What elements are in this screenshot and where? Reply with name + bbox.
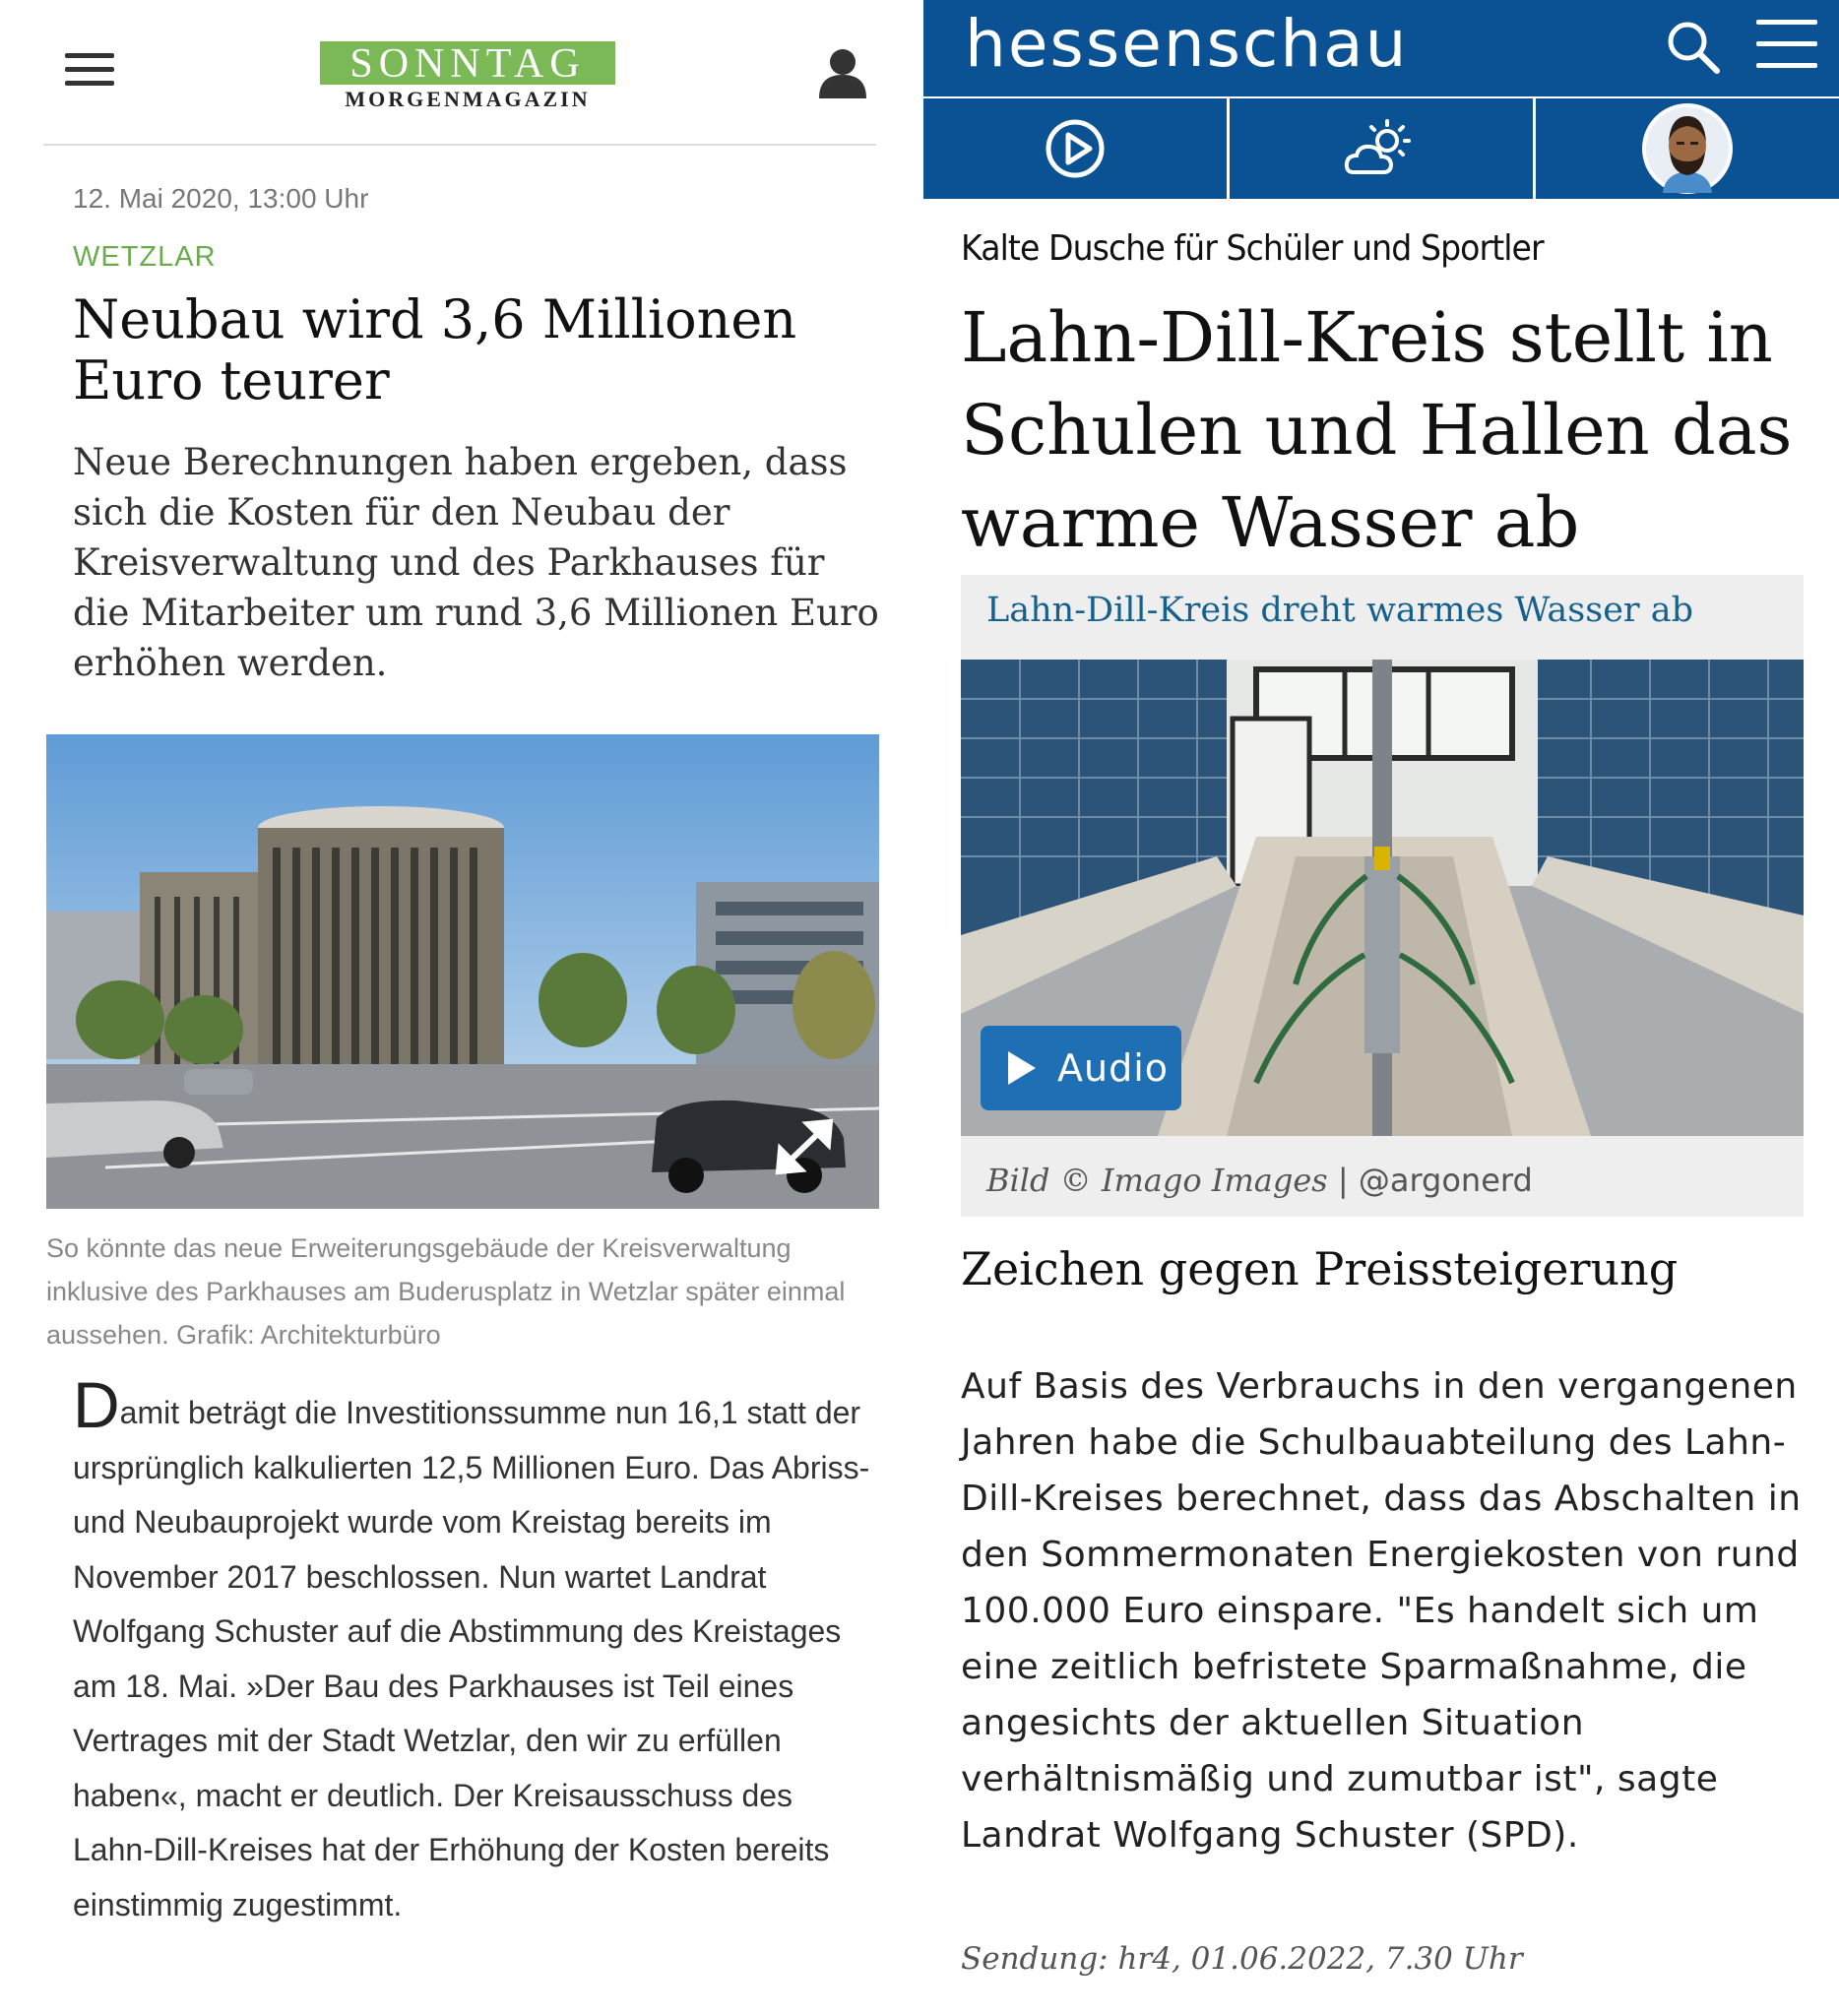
media-title[interactable]: Lahn-Dill-Kreis dreht warmes Wasser ab (986, 591, 1694, 630)
article-teaser: Neue Berechnungen haben ergeben, dass sich die Kosten für den Neubau der Kreisverwaltung und des Parkhauses für die Mitarbeiter um rund 3,6 Millionen Euro erhöhen werden. (73, 441, 879, 684)
site-logo[interactable] (320, 41, 615, 110)
article-subhead: Zeichen gegen Preissteigerung (961, 1242, 1679, 1295)
media-teaser (961, 575, 1804, 1217)
credit-handle: @argonerd (1358, 1162, 1533, 1199)
header-divider (43, 144, 876, 146)
credit-separator: | (1327, 1162, 1359, 1199)
audio-button[interactable] (981, 1026, 1181, 1110)
photo-caption: So könnte das neue Erweiterungsgebäude der Kreisverwaltung inklusive des Parkhauses am Buderusplatz in Wetzlar später einmal aussehen. Grafik: Architekturbüro (46, 1233, 846, 1350)
user-icon[interactable] (817, 47, 868, 100)
article-photo[interactable] (46, 734, 879, 1209)
drop-cap: D (73, 1368, 120, 1441)
nav-play[interactable] (923, 98, 1230, 199)
credit-text: Bild © Imago Images (986, 1162, 1328, 1199)
image-credit (986, 1162, 1533, 1199)
article-body-text: amit beträgt die Investitionssumme nun 16,1 statt der ursprünglich kalkulierten 12,5 Millionen Euro. Das Abriss- und Neubauprojekt wurde vom Kreistag bereits im November 2017 beschlossen. Nun wartet Landrat Wolfgang Schuster auf die Abstimmung des Kreistages am 18. Mai. »Der Bau des Parkhauses ist Teil eines Vertrages mit der Stadt Wetzlar, den wir zu erfüllen haben«, macht er deutlich. Der Kreisausschuss des Lahn-Dill-Kreises hat der Erhöhung der Kosten bereits einstimmig zugestimmt. (73, 1395, 870, 1922)
article-category[interactable]: WETZLAR (73, 241, 217, 273)
nav-profile[interactable] (1536, 98, 1839, 199)
logo-wordmark: SONNTAG (320, 41, 615, 85)
avatar (1641, 102, 1734, 195)
site-logo[interactable]: hessenschau (965, 6, 1409, 82)
article-body: Auf Basis des Verbrauchs in den vergangenen Jahren habe die Schulbauabteilung des Lahn-Dill-Kreises berechnet, dass das Abschalten in den Sommermonaten Energiekosten von rund 100.000 Euro einspare. "Es handelt sich um eine zeitlich befristete Sparmaßnahme, die angesichts der aktuellen Situation verhältnismäßig und zumutbar ist", sagte Landrat Wolfgang Schuster (SPD). (961, 1366, 1802, 1856)
article-body (73, 1368, 870, 1932)
broadcast-info: Sendung: hr4, 01.06.2022, 7.30 Uhr (961, 1941, 1523, 1977)
article-kicker: Kalte Dusche für Schüler und Sportler (961, 228, 1544, 269)
article-headline: Lahn-Dill-Kreis stellt in Schulen und Hallen das warme Wasser ab (961, 297, 1793, 563)
logo-subline: MORGENMAGAZIN (345, 87, 591, 111)
play-circle-icon (1044, 117, 1107, 180)
top-bar (0, 0, 923, 146)
search-icon[interactable] (1664, 18, 1723, 77)
weather-sun-cloud-icon (1342, 117, 1421, 180)
hamburger-menu-icon[interactable] (65, 53, 114, 89)
hessenschau-article-panel (923, 0, 1839, 2016)
nav-weather[interactable] (1230, 98, 1536, 199)
nav-row (923, 98, 1839, 199)
play-icon (1008, 1051, 1036, 1085)
article-date: 12. Mai 2020, 13:00 Uhr (73, 183, 369, 214)
audio-button-label: Audio (1057, 1046, 1170, 1090)
header-bar (923, 0, 1839, 96)
article-photo[interactable] (961, 660, 1804, 1136)
hamburger-menu-icon[interactable] (1756, 20, 1817, 73)
article-headline: Neubau wird 3,6 Millionen Euro teurer (73, 288, 797, 411)
